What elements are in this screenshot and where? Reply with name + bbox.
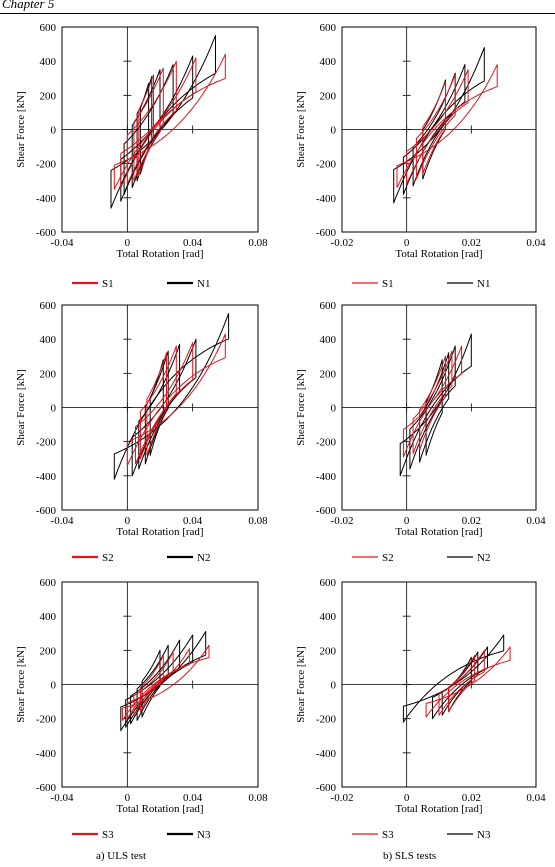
- y-axis-label: Shear Force [kN]: [15, 646, 27, 723]
- y-tick-label: -400: [315, 192, 336, 205]
- x-tick-label: 0.08: [248, 792, 268, 804]
- chart-sls-1: [295, 22, 546, 290]
- y-tick-label: -600: [315, 782, 336, 794]
- y-tick-label: -600: [315, 227, 336, 239]
- y-tick-label: -400: [315, 747, 336, 760]
- legend-label-n3: N3: [477, 829, 491, 841]
- y-tick-label: -200: [315, 436, 336, 449]
- caption-uls: a) ULS test: [96, 850, 147, 862]
- y-tick-label: 0: [50, 679, 56, 692]
- y-tick-label: 400: [39, 56, 56, 69]
- y-tick-label: -400: [35, 470, 56, 483]
- hysteresis-loop-n1: [394, 48, 485, 204]
- y-tick-label: 200: [319, 368, 336, 381]
- x-tick-label: 0: [124, 237, 131, 249]
- hysteresis-loop-s1: [397, 65, 497, 188]
- x-tick-label: 0.04: [183, 237, 203, 249]
- y-tick-label: -400: [35, 747, 56, 760]
- y-tick-label: 200: [319, 90, 336, 103]
- x-tick-label: -0.02: [330, 792, 354, 804]
- y-tick-label: 600: [319, 22, 336, 34]
- legend-label-n3: N3: [197, 829, 211, 841]
- y-tick-label: -200: [35, 713, 56, 726]
- hysteresis-loop-n1: [137, 77, 152, 181]
- y-tick-label: -600: [315, 505, 336, 517]
- y-tick-label: -200: [35, 436, 56, 449]
- chart-uls-3: [15, 577, 268, 841]
- x-tick-label: 0.02: [461, 515, 481, 527]
- y-tick-label: 0: [330, 679, 336, 692]
- y-tick-label: 200: [39, 645, 56, 658]
- plot-area: [400, 334, 471, 476]
- y-tick-label: 0: [330, 124, 336, 137]
- x-tick-label: -0.02: [330, 515, 354, 527]
- hysteresis-loop-s3: [134, 652, 173, 715]
- y-axis-label: Shear Force [kN]: [295, 91, 307, 168]
- y-tick-label: 600: [319, 300, 336, 312]
- y-tick-label: -400: [35, 192, 56, 205]
- y-tick-label: 200: [39, 368, 56, 381]
- x-tick-label: 0: [403, 792, 410, 804]
- legend-label-s2: S2: [382, 552, 394, 564]
- x-tick-label: 0: [124, 792, 131, 804]
- y-tick-label: 0: [330, 402, 336, 415]
- x-axis-label: Total Rotation [rad]: [395, 248, 483, 260]
- chart-uls-2: [15, 300, 268, 564]
- x-tick-label: 0.04: [526, 237, 546, 249]
- y-axis-label: Shear Force [kN]: [295, 369, 307, 446]
- plot-area: [394, 48, 498, 204]
- y-tick-label: 0: [50, 402, 56, 415]
- y-axis-label: Shear Force [kN]: [15, 369, 27, 446]
- legend-label-s1: S1: [102, 278, 114, 290]
- y-tick-label: 0: [50, 124, 56, 137]
- hysteresis-loop-n3: [403, 635, 503, 722]
- x-tick-label: -0.02: [330, 237, 354, 249]
- x-tick-label: -0.04: [50, 237, 74, 249]
- x-tick-label: 0.02: [461, 792, 481, 804]
- y-tick-label: 600: [39, 577, 56, 589]
- chart-uls-1: [15, 22, 268, 290]
- y-tick-label: 200: [39, 90, 56, 103]
- x-tick-label: 0: [403, 515, 410, 527]
- y-tick-label: 200: [319, 645, 336, 658]
- x-tick-label: 0.04: [526, 515, 546, 527]
- x-tick-label: 0.08: [248, 515, 268, 527]
- x-tick-label: 0: [124, 515, 131, 527]
- legend-label-s3: S3: [382, 829, 394, 841]
- x-axis-label: Total Rotation [rad]: [395, 526, 483, 538]
- y-tick-label: -600: [35, 227, 56, 239]
- hysteresis-loop-s3: [439, 650, 484, 715]
- x-tick-label: 0.02: [461, 237, 481, 249]
- chapter-heading: Chapter 5: [2, 0, 55, 11]
- y-axis-label: Shear Force [kN]: [15, 91, 27, 168]
- hysteresis-loop-n2: [114, 314, 228, 480]
- y-tick-label: -200: [315, 713, 336, 726]
- x-tick-label: 0.04: [183, 792, 203, 804]
- y-axis-label: Shear Force [kN]: [295, 646, 307, 723]
- legend-label-n1: N1: [477, 278, 491, 290]
- y-tick-label: -200: [315, 158, 336, 171]
- x-axis-label: Total Rotation [rad]: [116, 803, 204, 815]
- hysteresis-loop-s2: [403, 346, 461, 457]
- caption-sls: b) SLS tests: [383, 850, 437, 862]
- y-tick-label: -600: [35, 505, 56, 517]
- legend-label-s3: S3: [102, 829, 114, 841]
- x-tick-label: 0.04: [183, 515, 203, 527]
- legend-label-n1: N1: [197, 278, 211, 290]
- y-tick-label: 400: [319, 334, 336, 347]
- x-axis-label: Total Rotation [rad]: [116, 526, 204, 538]
- x-tick-label: 0: [403, 237, 410, 249]
- x-axis-label: Total Rotation [rad]: [395, 803, 483, 815]
- y-tick-label: 600: [39, 300, 56, 312]
- legend-label-s2: S2: [102, 552, 114, 564]
- y-tick-label: 400: [319, 56, 336, 69]
- y-tick-label: 600: [39, 22, 56, 34]
- legend-label-n2: N2: [477, 552, 491, 564]
- plot-area: [403, 635, 510, 722]
- chart-sls-2: [295, 300, 546, 564]
- x-axis-label: Total Rotation [rad]: [116, 248, 204, 260]
- y-tick-label: -200: [35, 158, 56, 171]
- legend-label-s1: S1: [382, 278, 394, 290]
- y-tick-label: 400: [39, 611, 56, 624]
- plot-area: [114, 314, 228, 480]
- hysteresis-loop-n1: [132, 70, 160, 188]
- legend-label-n2: N2: [197, 552, 211, 564]
- x-tick-label: 0.08: [248, 237, 268, 249]
- y-tick-label: -400: [315, 470, 336, 483]
- y-tick-label: -600: [35, 782, 56, 794]
- y-tick-label: 400: [39, 334, 56, 347]
- chart-sls-3: [295, 577, 546, 841]
- x-tick-label: 0.04: [526, 792, 546, 804]
- plot-area: [121, 632, 209, 731]
- x-tick-label: -0.04: [50, 792, 74, 804]
- y-tick-label: 600: [319, 577, 336, 589]
- x-tick-label: -0.04: [50, 515, 74, 527]
- y-tick-label: 400: [319, 611, 336, 624]
